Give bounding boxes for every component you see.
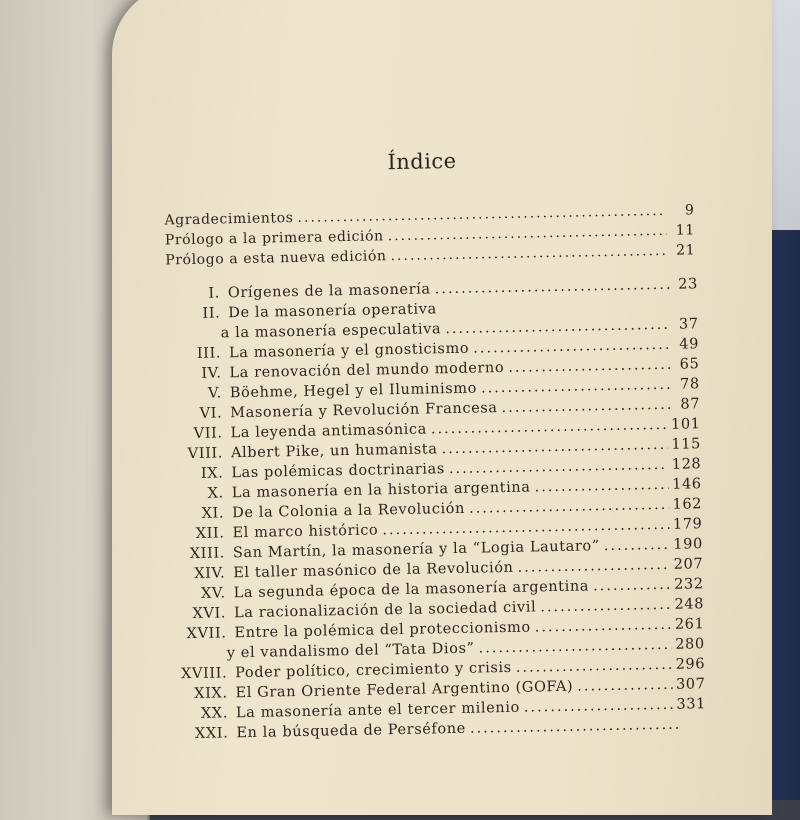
chapter-number: VII. [160,425,230,442]
chapter-title: De la masonería operativa [228,301,437,321]
toc-label: Prólogo a esta nueva edición [165,248,387,268]
chapter-number: II. [158,305,228,322]
chapter-number: XV. [164,585,234,602]
chapter-page: 23 [674,276,698,292]
chapter-title: Masonería y Revolución Francesa [230,400,498,421]
chapter-page: 307 [676,676,706,693]
chapter-number: IX. [161,465,231,482]
chapter-page: 190 [673,536,703,553]
chapter-title: El marco histórico [232,522,378,541]
leader-dots [478,637,671,657]
chapter-page: 49 [675,336,699,352]
leader-dots [508,357,671,376]
chapter-page: 78 [676,376,700,392]
chapter-page: 331 [676,696,706,713]
chapter-title: La masonería y el gnosticismo [229,341,469,362]
leader-dots [501,397,672,416]
leader-dots [577,677,672,695]
chapter-title: La masonería ante el tercer milenio [236,700,520,721]
chapter-title: La racionalización de la sociedad civil [234,599,537,621]
chapter-title: La segunda época de la masonería argentina [234,578,590,601]
chapter-number: XII. [162,525,232,542]
leader-dots [516,657,672,676]
toc-label: Prólogo a la primera edición [165,228,384,248]
chapter-title: Las polémicas doctrinarias [231,461,445,481]
chapter-number: V. [160,385,230,402]
chapter-title: El Gran Oriente Federal Argentino (GOFA) [235,679,573,701]
chapter-number: XX. [166,705,236,722]
chapter-number: XI. [162,505,232,522]
chapter-number: XVIII. [165,665,235,682]
toc-label: Agradecimientos [164,210,293,228]
leader-dots [469,497,669,517]
leader-dots [449,457,668,477]
toc-page: 9 [670,202,694,218]
chapter-page: 146 [672,476,702,493]
leader-dots [441,437,667,457]
page-title: Índice [387,149,457,174]
chapter-page: 207 [674,556,704,573]
leader-dots [297,203,666,226]
chapter-page: 37 [674,316,698,332]
chapter-number: XXI. [166,725,236,742]
leader-dots [470,717,679,737]
chapter-number: XIX. [165,685,235,702]
chapter-title: Orígenes de la masonería [228,281,431,301]
leader-dots [593,577,670,594]
leader-dots [445,317,671,337]
chapter-title: De la Colonia a la Revolución [232,501,465,521]
chapter-page: 261 [675,616,705,633]
chapter-number: XIII. [163,545,233,562]
leader-dots [481,377,672,397]
chapter-title: Böehme, Hegel y el Iluminismo [230,381,477,402]
leader-dots [604,537,670,554]
chapter-page: 65 [675,356,699,372]
leader-dots [534,477,668,496]
chapter-page: 162 [672,496,702,513]
leader-dots [517,557,669,576]
chapter-page: 179 [673,516,703,533]
chapter-page: 232 [674,576,704,593]
leader-dots [524,697,673,716]
chapter-page: 280 [675,636,705,653]
leader-dots [390,243,667,264]
leader-dots [434,277,669,298]
chapter-page: 296 [675,656,705,673]
chapter-title: En la búsqueda de Perséfone [236,721,466,741]
chapter-number: VIII. [161,445,231,462]
chapter-number: XVI. [164,605,234,622]
chapter-page: 248 [674,596,704,613]
chapter-title: San Martín, la masonería y la “Logia Lautaro” [233,538,600,561]
chapter-title: Poder político, crecimiento y crisis [235,660,512,681]
chapter-number: XIV. [163,565,233,582]
chapter-title: Albert Pike, un humanista [231,441,438,461]
chapter-number: I. [158,285,228,302]
chapter-number: X. [162,485,232,502]
leader-dots [382,517,669,539]
chapter-number: IV. [159,365,229,382]
leader-dots [431,417,667,438]
leader-dots [473,337,671,357]
chapter-title: La renovación del mundo moderno [229,360,504,381]
chapter-title: La leyenda antimasónica [230,421,427,441]
chapter-page: 87 [676,396,700,412]
toc-page: 21 [671,242,695,258]
leader-dots [540,597,671,615]
chapter-number: III. [159,345,229,362]
chapter-number: XVII. [164,625,234,642]
chapter-title-continued: y el vandalismo del “Tata Dios” [227,641,475,662]
chapter-title: La masonería en la historia argentina [232,480,531,502]
leader-dots [388,223,667,244]
chapter-title: El taller masónico de la Revolución [233,560,514,581]
toc-page: 11 [671,222,695,238]
chapter-number: VI. [160,405,230,422]
chapter-title: Entre la polémica del proteccionismo [234,620,531,642]
chapter-page: 101 [671,416,701,433]
chapter-page: 115 [671,436,701,453]
chapter-title-continued: a la masonería especulativa [221,321,442,341]
leader-dots [535,617,671,636]
chapter-page: 128 [672,456,702,473]
